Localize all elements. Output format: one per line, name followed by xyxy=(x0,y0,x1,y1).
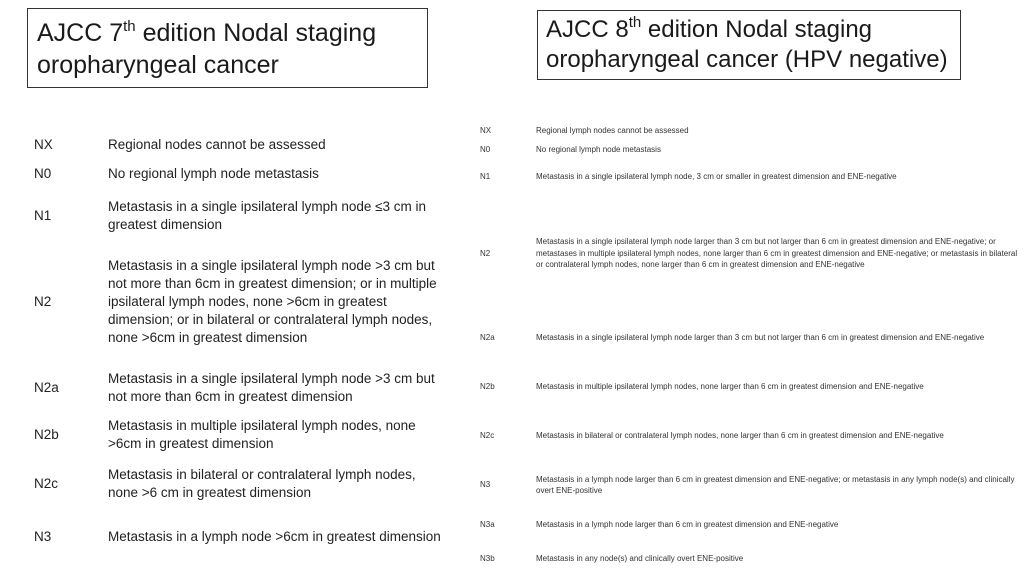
ajcc7-row-n3 xyxy=(34,519,444,555)
stage-code: N3 xyxy=(34,529,52,544)
stage-description: Metastasis in a lymph node larger than 6 cm in greatest dimension and ENE-negative; or metastasis in any lymph node(s) and clinically overt ENE-positive xyxy=(536,474,1015,495)
stage-description: Metastasis in a single ipsilateral lymph node larger than 3 cm but not larger than 6 cm in greatest dimension and ENE-negative xyxy=(536,333,985,343)
stage-description: Metastasis in bilateral or contralateral lymph nodes, none >6 cm in greatest dimension xyxy=(108,467,416,500)
stage-description: Metastasis in a lymph node larger than 6 cm in greatest dimension and ENE-negative xyxy=(536,519,839,529)
ajcc7-row-n0 xyxy=(34,165,444,183)
ajcc8-row-n2 xyxy=(480,236,1020,271)
stage-description: Metastasis in any node(s) and clinically overt ENE-positive xyxy=(536,553,744,563)
ajcc7-row-n2c xyxy=(34,466,444,502)
stage-code: N2b xyxy=(480,381,495,391)
stage-code: NX xyxy=(34,137,53,152)
ajcc7-title xyxy=(27,8,428,88)
stage-description: Metastasis in bilateral or contralateral lymph nodes, none larger than 6 cm in greatest dimension and ENE-negative xyxy=(536,430,944,440)
ajcc7-row-n1 xyxy=(34,198,444,234)
stage-description: Metastasis in a single ipsilateral lymph node ≤3 cm in greatest dimension xyxy=(108,199,427,232)
stage-code: N2a xyxy=(34,380,59,395)
ajcc8-row-n3a xyxy=(480,519,1020,530)
ajcc7-title-line2: oropharyngeal cancer xyxy=(37,51,279,79)
ajcc8-row-nx xyxy=(480,125,1020,136)
ajcc7-title-line1: AJCC 7th edition Nodal staging xyxy=(37,17,377,47)
ajcc8-row-n2a xyxy=(480,326,1020,350)
stage-code: NX xyxy=(480,125,492,135)
stage-description: No regional lymph node metastasis xyxy=(108,166,319,181)
stage-description: Metastasis in a single ipsilateral lymph node >3 cm but not more than 6cm in greatest dimension; or in multiple ipsilateral lymph nodes, none >6cm in greatest dimension; or in bilateral or contralateral lymph nodes, none >6cm in greatest dimension xyxy=(108,258,437,345)
stage-description: Regional nodes cannot be assessed xyxy=(108,137,326,152)
stage-description: Metastasis in a single ipsilateral lymph node >3 cm but not more than 6cm in greatest dimension xyxy=(108,371,435,404)
stage-description: Metastasis in a lymph node >6cm in greatest dimension xyxy=(108,529,441,544)
ajcc8-row-n1 xyxy=(480,171,1020,182)
stage-code: N2a xyxy=(480,333,495,343)
stage-code: N2 xyxy=(480,248,491,258)
stage-code: N2 xyxy=(34,294,52,309)
stage-code: N3 xyxy=(480,480,491,490)
ajcc7-row-n2 xyxy=(34,257,444,347)
stage-code: N0 xyxy=(34,166,52,181)
stage-code: N2c xyxy=(480,430,495,440)
ajcc8-title-line1: AJCC 8th edition Nodal staging xyxy=(546,14,873,43)
ajcc8-row-n2c xyxy=(480,430,1020,441)
ajcc8-title xyxy=(537,10,961,80)
stage-code: N3a xyxy=(480,519,495,529)
stage-description: Metastasis in a single ipsilateral lymph node larger than 3 cm but not larger than 6 cm in greatest dimension and ENE-negative; or metastases in multiple ipsilateral lymph nodes, none larger than 6 cm in greatest dimension and ENE-negative; or metastasis in bilateral or contralateral lymph nodes, none larger than 6 cm in greatest dimension and ENE-negative xyxy=(536,237,1018,270)
stage-code: N1 xyxy=(34,208,52,223)
stage-code: N1 xyxy=(480,171,491,181)
ajcc7-row-n2b xyxy=(34,417,444,453)
ajcc8-row-n3 xyxy=(480,473,1020,497)
stage-description: Metastasis in a single ipsilateral lymph node, 3 cm or smaller in greatest dimension and ENE-negative xyxy=(536,171,897,181)
stage-description: Regional lymph nodes cannot be assessed xyxy=(536,125,689,135)
stage-description: Metastasis in multiple ipsilateral lymph nodes, none >6cm in greatest dimension xyxy=(108,418,416,451)
stage-description: Metastasis in multiple ipsilateral lymph nodes, none larger than 6 cm in greatest dimension and ENE-negative xyxy=(536,381,924,391)
ajcc8-row-n0 xyxy=(480,144,1020,155)
ajcc8-row-n3b xyxy=(480,553,1020,564)
ajcc7-row-n2a xyxy=(34,370,444,406)
ajcc8-title-line2: oropharyngeal cancer (HPV negative) xyxy=(546,46,948,73)
stage-code: N2b xyxy=(34,427,59,442)
stage-code: N2c xyxy=(34,476,59,491)
stage-code: N3b xyxy=(480,553,495,563)
ajcc8-row-n2b xyxy=(480,381,1020,392)
stage-code: N0 xyxy=(480,144,491,154)
stage-description: No regional lymph node metastasis xyxy=(536,144,661,154)
ajcc7-row-nx xyxy=(34,136,444,154)
